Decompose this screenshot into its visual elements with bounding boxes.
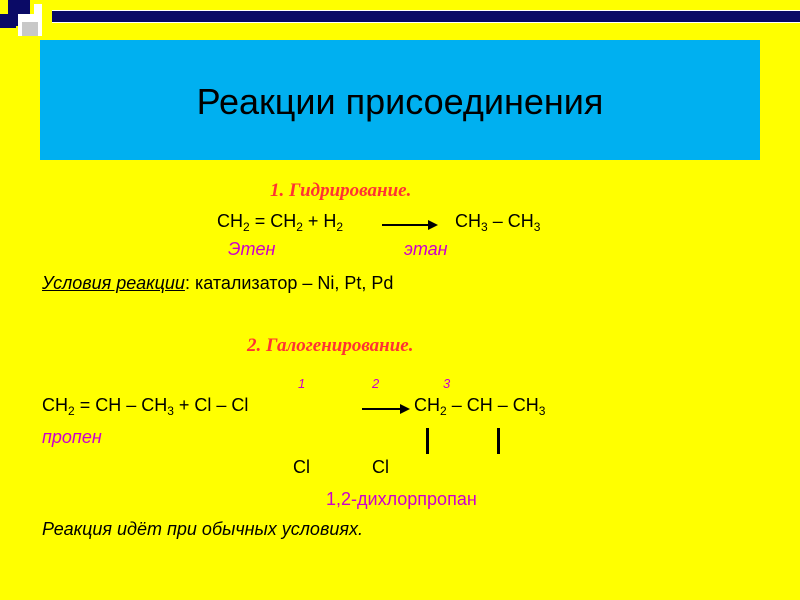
conditions-label: Условия реакции <box>42 273 185 293</box>
reaction-arrow-icon <box>380 216 440 230</box>
atom-number-3: 3 <box>443 376 451 391</box>
conditions-text: : катализатор – Ni, Pt, Pd <box>184 273 394 293</box>
bond-line-1 <box>426 428 429 454</box>
bond-line-2 <box>497 428 500 454</box>
reaction-arrow-icon <box>360 400 412 414</box>
substituent-cl-2: Cl <box>372 457 389 477</box>
equation-hydrogenation-right: $CH_3 - CH_3$ <box>455 211 541 234</box>
reaction-note: Реакция идёт при обычных условиях. <box>42 519 363 539</box>
equation-halogenation-left: $CH_2$ = CH – $CH_3 + Cl - Cl$ <box>42 395 249 418</box>
corner-square-gray <box>22 22 38 36</box>
substituent-cl-1: Cl <box>293 457 310 477</box>
title-box <box>40 40 760 160</box>
equation-hydrogenation-left: $CH_2 = CH_2 + H_2$ <box>217 211 344 234</box>
reactant-name-ethene: Этен <box>228 239 276 259</box>
atom-number-1: 1 <box>298 376 306 391</box>
product-name-ethane: этан <box>404 239 448 259</box>
equation-halogenation-right: $CH_2$ – CH – $CH_3$ <box>414 395 546 418</box>
slide-title: Реакции присоединения <box>196 81 604 122</box>
top-stripe <box>52 10 800 23</box>
heading-halogenation: 2. Галогенирование. <box>247 335 414 356</box>
reactant-name-propene: пропен <box>42 427 102 447</box>
corner-square-white-small <box>34 4 42 14</box>
heading-hydrogenation: 1. Гидрирование. <box>270 180 412 201</box>
atom-number-2: 2 <box>372 376 380 391</box>
conditions-line <box>42 272 393 294</box>
product-name-dichloropropane: 1,2-дихлорпропан <box>326 489 477 509</box>
